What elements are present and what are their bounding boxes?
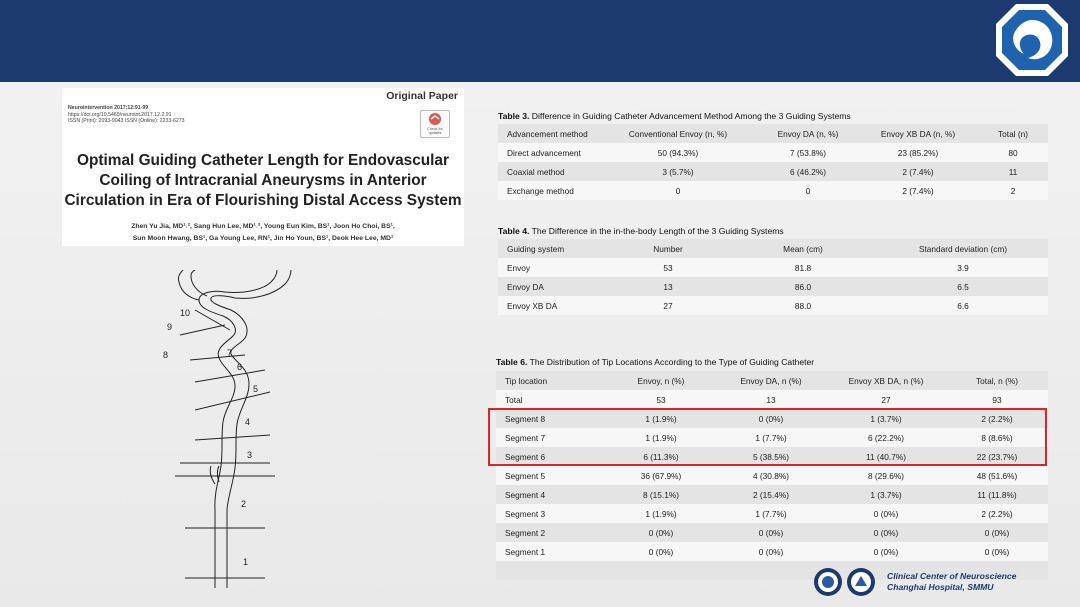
table-row	[498, 258, 1048, 277]
table-cell: Segment 3	[496, 504, 606, 523]
table-cell: 1 (3.7%)	[826, 409, 946, 428]
artery-outline	[218, 466, 220, 482]
table-cell: 11	[978, 162, 1048, 181]
table-header-row	[498, 124, 1048, 143]
table-cell: Direct advancement	[498, 143, 598, 162]
table-cell: 1 (1.9%)	[606, 409, 716, 428]
table-row	[496, 504, 1048, 523]
footer-line: Changhai Hospital, SMMU	[887, 582, 994, 592]
table-cell: 3 (5.7%)	[598, 162, 758, 181]
table3-caption-text: Difference in Guiding Catheter Advancement Method Among the 3 Guiding Systems	[531, 111, 851, 121]
journal-issn: ISSN (Print): 2093-9043 ISSN (Online): 2233-6273	[68, 118, 185, 125]
table-header-cell: Envoy, n (%)	[606, 371, 716, 390]
table-cell: Segment 7	[496, 428, 606, 447]
table-cell: 1 (7.7%)	[716, 428, 826, 447]
slide-header-bar	[0, 0, 1080, 82]
table-header-cell: Envoy DA (n, %)	[758, 124, 858, 143]
table-cell: 27	[826, 390, 946, 409]
table-row	[498, 162, 1048, 181]
table-row	[498, 143, 1048, 162]
table-cell: 2 (7.4%)	[858, 162, 978, 181]
paper-header-panel	[62, 88, 464, 246]
table-cell: 11 (11.8%)	[946, 485, 1048, 504]
table-cell: 13	[716, 390, 826, 409]
footer-seal-icons	[813, 566, 877, 598]
table-cell: 7 (53.8%)	[758, 143, 858, 162]
table-cell: 88.0	[728, 296, 878, 315]
journal-citation: Neurointervention 2017;12:91-99	[68, 105, 149, 111]
table-cell: 8 (15.1%)	[606, 485, 716, 504]
segment-label: 8	[163, 350, 169, 360]
table4-label: Table 4.	[498, 226, 530, 236]
segment-label: 4	[245, 417, 251, 427]
table-cell: 3.9	[878, 258, 1048, 277]
segment-highlight-box	[488, 408, 1047, 466]
footer-institution	[887, 571, 1016, 593]
paper-title	[62, 151, 464, 211]
paper-title-line: Coiling of Intracranial Aneurysms in Anterior	[99, 172, 427, 189]
table-header-cell: Total (n)	[978, 124, 1048, 143]
table-cell: 5 (38.5%)	[716, 447, 826, 466]
table-cell: 36 (67.9%)	[606, 466, 716, 485]
table-header-row	[498, 239, 1048, 258]
table-cell: 2 (2.2%)	[946, 409, 1048, 428]
paper-authors	[62, 221, 464, 245]
segment-label: 3	[247, 450, 253, 460]
carotid-segment-diagram	[95, 270, 335, 600]
table-header-row	[496, 371, 1048, 390]
segment-line	[180, 325, 225, 335]
table-cell: 6 (46.2%)	[758, 162, 858, 181]
table6-caption	[496, 357, 814, 367]
segment-label: 5	[253, 384, 259, 394]
table-header-cell: Envoy XB DA (n, %)	[858, 124, 978, 143]
table-header-cell: Number	[608, 239, 728, 258]
table-cell: 6 (22.2%)	[826, 428, 946, 447]
table-cell: Envoy	[498, 258, 608, 277]
artery-outline	[199, 270, 277, 588]
artery-outline	[178, 270, 199, 300]
segment-label: 9	[167, 322, 173, 332]
table-cell: 0 (0%)	[716, 523, 826, 542]
table-cell: 93	[946, 390, 1048, 409]
paper-title-line: Circulation in Era of Flourishing Distal Access System	[64, 192, 462, 209]
table-cell: Total	[496, 390, 606, 409]
table-cell: Exchange method	[498, 181, 598, 200]
table-cell: 81.8	[728, 258, 878, 277]
journal-meta	[68, 105, 185, 125]
table-cell: 6.6	[878, 296, 1048, 315]
table-cell: Envoy DA	[498, 277, 608, 296]
segment-label: 2	[241, 499, 247, 509]
table-cell: Segment 8	[496, 409, 606, 428]
table-cell: 23 (85.2%)	[858, 143, 978, 162]
table-cell: 2 (2.2%)	[946, 504, 1048, 523]
table-cell: 53	[606, 390, 716, 409]
table-cell: Segment 5	[496, 466, 606, 485]
table-header-cell: Tip location	[496, 371, 606, 390]
table-cell: 86.0	[728, 277, 878, 296]
journal-doi: https://doi.org/10.5469/neuroint.2017.12.2.91	[68, 111, 172, 118]
table-cell: 11 (40.7%)	[826, 447, 946, 466]
check-updates-text: Check for updates	[427, 127, 443, 135]
table-cell: 8 (29.6%)	[826, 466, 946, 485]
table-header-cell: Mean (cm)	[728, 239, 878, 258]
table-cell: 0 (0%)	[946, 542, 1048, 561]
segment-label: 7	[227, 348, 233, 358]
table-header-cell: Advancement method	[498, 124, 598, 143]
check-updates-icon	[421, 111, 449, 127]
table-cell: 13	[608, 277, 728, 296]
table-cell: 0	[758, 181, 858, 200]
table-row	[496, 466, 1048, 485]
table6-caption-text: The Distribution of Tip Locations According to the Type of Guiding Catheter	[529, 357, 815, 367]
table-header-cell: Total, n (%)	[946, 371, 1048, 390]
table-cell: 0 (0%)	[716, 542, 826, 561]
table-cell: 1 (3.7%)	[826, 485, 946, 504]
table3-label: Table 3.	[498, 111, 530, 121]
segment-label: 10	[180, 308, 191, 318]
table4-caption-text: The Difference in the in-the-body Length of the 3 Guiding Systems	[531, 226, 784, 236]
table-cell	[606, 561, 716, 580]
table-cell: 4 (30.8%)	[716, 466, 826, 485]
table-cell: 2	[978, 181, 1048, 200]
table-cell: Segment 2	[496, 523, 606, 542]
table-cell: 6.5	[878, 277, 1048, 296]
table-header-cell: Standard deviation (cm)	[878, 239, 1048, 258]
table-cell	[716, 561, 826, 580]
table-header-cell: Envoy XB DA, n (%)	[826, 371, 946, 390]
paper-author-line: Sun Moon Hwang, BS¹, Ga Young Lee, RN¹, Jin Ho Youn, BS¹, Deok Hee Lee, MD¹	[132, 235, 394, 242]
table-cell: 48 (51.6%)	[946, 466, 1048, 485]
segment-label: 6	[237, 362, 243, 372]
table-cell: Envoy XB DA	[498, 296, 608, 315]
footer-line: Clinical Center of Neuroscience	[887, 571, 1017, 581]
table-cell: 22 (23.7%)	[946, 447, 1048, 466]
segment-line	[195, 392, 270, 410]
table-row	[496, 390, 1048, 409]
table-row	[498, 181, 1048, 200]
table-row	[496, 485, 1048, 504]
table-cell: 0 (0%)	[826, 542, 946, 561]
table4-caption	[498, 226, 784, 236]
table-cell: 53	[608, 258, 728, 277]
table-cell: Segment 1	[496, 542, 606, 561]
table-cell: Coaxial method	[498, 162, 598, 181]
segment-label: 1	[243, 557, 249, 567]
segment-line	[190, 355, 245, 360]
check-for-updates-badge	[420, 110, 450, 138]
segment-line	[195, 370, 265, 382]
table-cell: Segment 6	[496, 447, 606, 466]
segment-line	[195, 310, 230, 330]
artery-outline	[210, 466, 215, 484]
table-cell: 1 (7.7%)	[716, 504, 826, 523]
table-cell	[496, 561, 606, 580]
table-cell: 27	[608, 296, 728, 315]
segment-line	[195, 435, 270, 440]
table-cell: 1 (1.9%)	[606, 504, 716, 523]
table-cell: 0 (0%)	[826, 504, 946, 523]
paper-title-line: Optimal Guiding Catheter Length for Endovascular	[77, 152, 449, 169]
table6-label: Table 6.	[496, 357, 528, 367]
table-header-cell: Guiding system	[498, 239, 608, 258]
table-cell: 80	[978, 143, 1048, 162]
table6	[496, 371, 1048, 580]
hospital-logo-icon	[994, 2, 1070, 78]
table-cell: 0 (0%)	[946, 523, 1048, 542]
table-row	[498, 296, 1048, 315]
table-cell: 1 (1.9%)	[606, 428, 716, 447]
table-row	[496, 542, 1048, 561]
table3	[498, 124, 1048, 200]
table-cell: 2 (15.4%)	[716, 485, 826, 504]
table-cell: 0 (0%)	[606, 523, 716, 542]
table-cell: 50 (94.3%)	[598, 143, 758, 162]
table-cell: 0 (0%)	[716, 409, 826, 428]
table-cell: 0 (0%)	[826, 523, 946, 542]
paper-author-line: Zhen Yu Jia, MD¹˒², Sang Hun Lee, MD¹˒², Young Eun Kim, BS¹, Joon Ho Choi, BS¹,	[131, 223, 395, 230]
table3-caption	[498, 111, 851, 121]
table-header-cell: Conventional Envoy (n, %)	[598, 124, 758, 143]
table-header-cell: Envoy DA, n (%)	[716, 371, 826, 390]
table-row	[498, 277, 1048, 296]
table-cell: 8 (8.6%)	[946, 428, 1048, 447]
table-cell: 0 (0%)	[606, 542, 716, 561]
table-row	[496, 523, 1048, 542]
artery-outline	[191, 270, 207, 296]
table-cell: 2 (7.4%)	[858, 181, 978, 200]
table-cell: 6 (11.3%)	[606, 447, 716, 466]
table-cell: 0	[598, 181, 758, 200]
table-cell: Segment 4	[496, 485, 606, 504]
original-paper-label: Original Paper	[386, 90, 458, 102]
table4	[498, 239, 1048, 315]
